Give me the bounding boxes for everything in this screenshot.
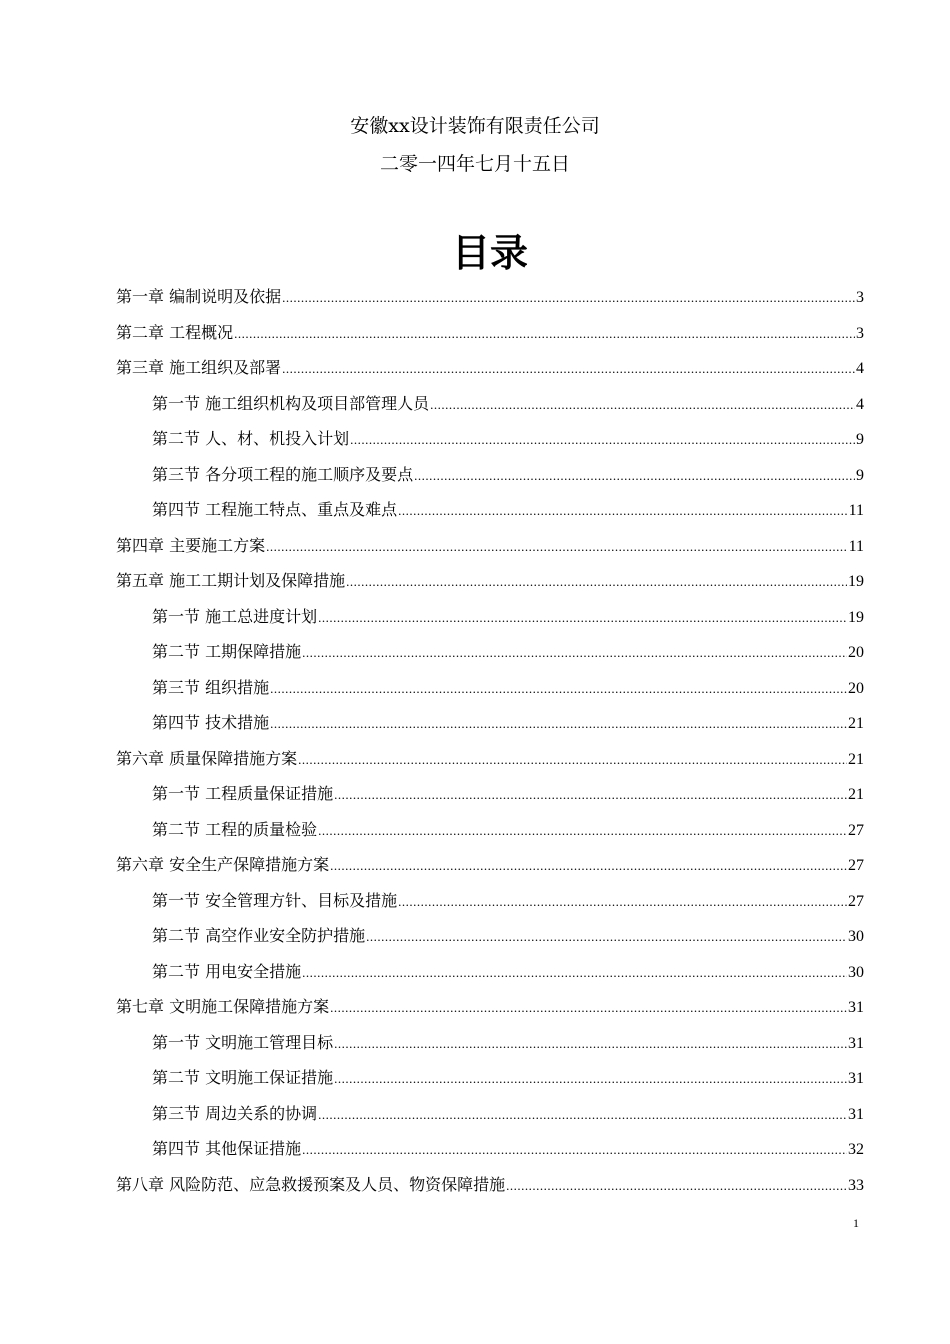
toc-entry-label: 第八章 风险防范、应急救援预案及人员、物资保障措施: [116, 1174, 506, 1194]
toc-entry-page: 19: [848, 608, 864, 626]
toc-section-entry[interactable]: [116, 1025, 864, 1061]
toc-dot-leader: [282, 351, 855, 387]
toc-entry-page: 27: [848, 857, 864, 874]
toc-dot-leader: [298, 742, 847, 778]
toc-entry-page: 4: [856, 360, 864, 377]
toc-chapter-entry[interactable]: [116, 989, 864, 1025]
toc-title: 目录: [451, 231, 528, 275]
toc-entry-label: 第二节 高空作业安全防护措施: [152, 926, 366, 945]
toc-dot-leader: [334, 1061, 847, 1097]
toc-entry-page: 3: [856, 324, 864, 342]
toc-chapter-entry[interactable]: [116, 279, 864, 315]
toc-dot-leader: [398, 884, 847, 920]
page-number: 1: [853, 1216, 859, 1230]
toc-section-entry[interactable]: [116, 421, 864, 457]
toc-chapter-entry[interactable]: [116, 315, 864, 351]
toc-dot-leader: [270, 671, 847, 707]
toc-entry-label: 第二节 文明施工保证措施: [152, 1068, 334, 1087]
toc-section-entry[interactable]: [116, 954, 864, 990]
toc-dot-leader: [302, 1132, 847, 1168]
toc-section-entry[interactable]: [116, 1131, 864, 1167]
toc-entry-label: 第三节 各分项工程的施工顺序及要点: [152, 464, 414, 484]
toc-entry-page: 27: [848, 821, 864, 839]
toc-dot-leader: [430, 387, 855, 423]
toc-entry-page: 9: [856, 466, 864, 484]
toc-entry-page: 9: [856, 431, 864, 448]
toc-entry-page: 32: [848, 1141, 864, 1158]
toc-dot-leader: [302, 955, 847, 991]
toc-entry-label: 第一节 工程质量保证措施: [152, 784, 334, 803]
toc-entry-label: 第六章 安全生产保障措施方案: [116, 855, 330, 874]
toc-dot-leader: [318, 600, 847, 636]
toc-entry-label: 第五章 施工工期计划及保障措施: [116, 571, 346, 590]
toc-section-entry[interactable]: [116, 1096, 864, 1132]
toc-dot-leader: [266, 529, 848, 565]
company-name: 安徽xx设计装饰有限责任公司: [350, 115, 600, 137]
toc-entry-page: 21: [848, 750, 864, 768]
toc-entry-page: 11: [848, 537, 864, 555]
toc-entry-label: 第一节 施工总进度计划: [152, 606, 318, 626]
toc-entry-label: 第六章 质量保障措施方案: [116, 748, 298, 768]
toc-section-entry[interactable]: [116, 670, 864, 706]
toc-entry-label: 第四章 主要施工方案: [116, 535, 266, 555]
toc-section-entry[interactable]: [116, 457, 864, 493]
toc-entry-page: 33: [848, 1176, 864, 1194]
toc-dot-leader: [366, 919, 847, 955]
toc-section-entry[interactable]: [116, 918, 864, 954]
toc-entry-label: 第一节 安全管理方针、目标及措施: [152, 890, 398, 910]
toc-dot-leader: [318, 813, 847, 849]
toc-entry-page: 20: [848, 644, 864, 661]
toc-section-entry[interactable]: [116, 386, 864, 422]
toc-entry-label: 第二节 用电安全措施: [152, 961, 302, 981]
toc-entry-page: 31: [848, 1034, 864, 1052]
toc-entry-label: 第二节 人、材、机投入计划: [152, 429, 350, 448]
toc-dot-leader: [414, 458, 855, 494]
toc-entry-page: 27: [848, 892, 864, 910]
toc-entry-page: 31: [848, 1105, 864, 1123]
toc-dot-leader: [398, 493, 848, 529]
toc-section-entry[interactable]: [116, 705, 864, 741]
toc-dot-leader: [234, 316, 855, 352]
toc-entry-label: 第四节 工程施工特点、重点及难点: [152, 500, 398, 519]
toc-entry-label: 第二章 工程概况: [116, 322, 234, 342]
toc-dot-leader: [506, 1168, 847, 1204]
toc-entry-page: 3: [856, 289, 864, 306]
toc-entry-label: 第三节 组织措施: [152, 677, 270, 697]
toc-entry-page: 21: [848, 786, 864, 803]
toc-entry-label: 第三章 施工组织及部署: [116, 358, 282, 377]
toc-dot-leader: [350, 422, 855, 458]
toc-entry-page: 31: [848, 1070, 864, 1087]
toc-section-entry[interactable]: [116, 883, 864, 919]
toc-entry-label: 第一节 施工组织机构及项目部管理人员: [152, 393, 430, 413]
toc-entry-label: 第四节 其他保证措施: [152, 1139, 302, 1158]
toc-entry-page: 19: [848, 573, 864, 590]
toc-dot-leader: [334, 1026, 847, 1062]
toc-entry-label: 第二节 工期保障措施: [152, 642, 302, 661]
toc-chapter-entry[interactable]: [116, 847, 864, 883]
toc-dot-leader: [282, 280, 855, 316]
toc-entry-page: 4: [856, 395, 864, 413]
toc-entry-label: 第四节 技术措施: [152, 713, 270, 732]
toc-dot-leader: [330, 990, 847, 1026]
toc-entry-page: 11: [848, 502, 864, 519]
toc-section-entry[interactable]: [116, 776, 864, 812]
toc-chapter-entry[interactable]: [116, 528, 864, 564]
toc-entry-page: 31: [848, 999, 864, 1016]
toc-entry-page: 30: [848, 963, 864, 981]
table-of-contents: [116, 279, 864, 1202]
toc-entry-page: 21: [848, 715, 864, 732]
toc-section-entry[interactable]: [116, 492, 864, 528]
toc-dot-leader: [270, 706, 847, 742]
document-date: 二零一四年七月十五日: [379, 153, 570, 175]
toc-entry-label: 第七章 文明施工保障措施方案: [116, 997, 330, 1016]
toc-chapter-entry[interactable]: [116, 563, 864, 599]
toc-section-entry[interactable]: [116, 599, 864, 635]
toc-dot-leader: [334, 777, 847, 813]
toc-dot-leader: [330, 848, 847, 884]
toc-section-entry[interactable]: [116, 634, 864, 670]
toc-section-entry[interactable]: [116, 1060, 864, 1096]
toc-section-entry[interactable]: [116, 812, 864, 848]
toc-entry-page: 30: [848, 928, 864, 945]
toc-dot-leader: [346, 564, 847, 600]
toc-chapter-entry[interactable]: [116, 1167, 864, 1203]
toc-entry-label: 第三节 周边关系的协调: [152, 1103, 318, 1123]
toc-entry-label: 第一节 文明施工管理目标: [152, 1032, 334, 1052]
toc-entry-page: 20: [848, 679, 864, 697]
toc-dot-leader: [302, 635, 847, 671]
toc-chapter-entry[interactable]: [116, 741, 864, 777]
toc-entry-label: 第二节 工程的质量检验: [152, 819, 318, 839]
toc-entry-label: 第一章 编制说明及依据: [116, 287, 282, 306]
toc-dot-leader: [318, 1097, 847, 1133]
toc-chapter-entry[interactable]: [116, 350, 864, 386]
